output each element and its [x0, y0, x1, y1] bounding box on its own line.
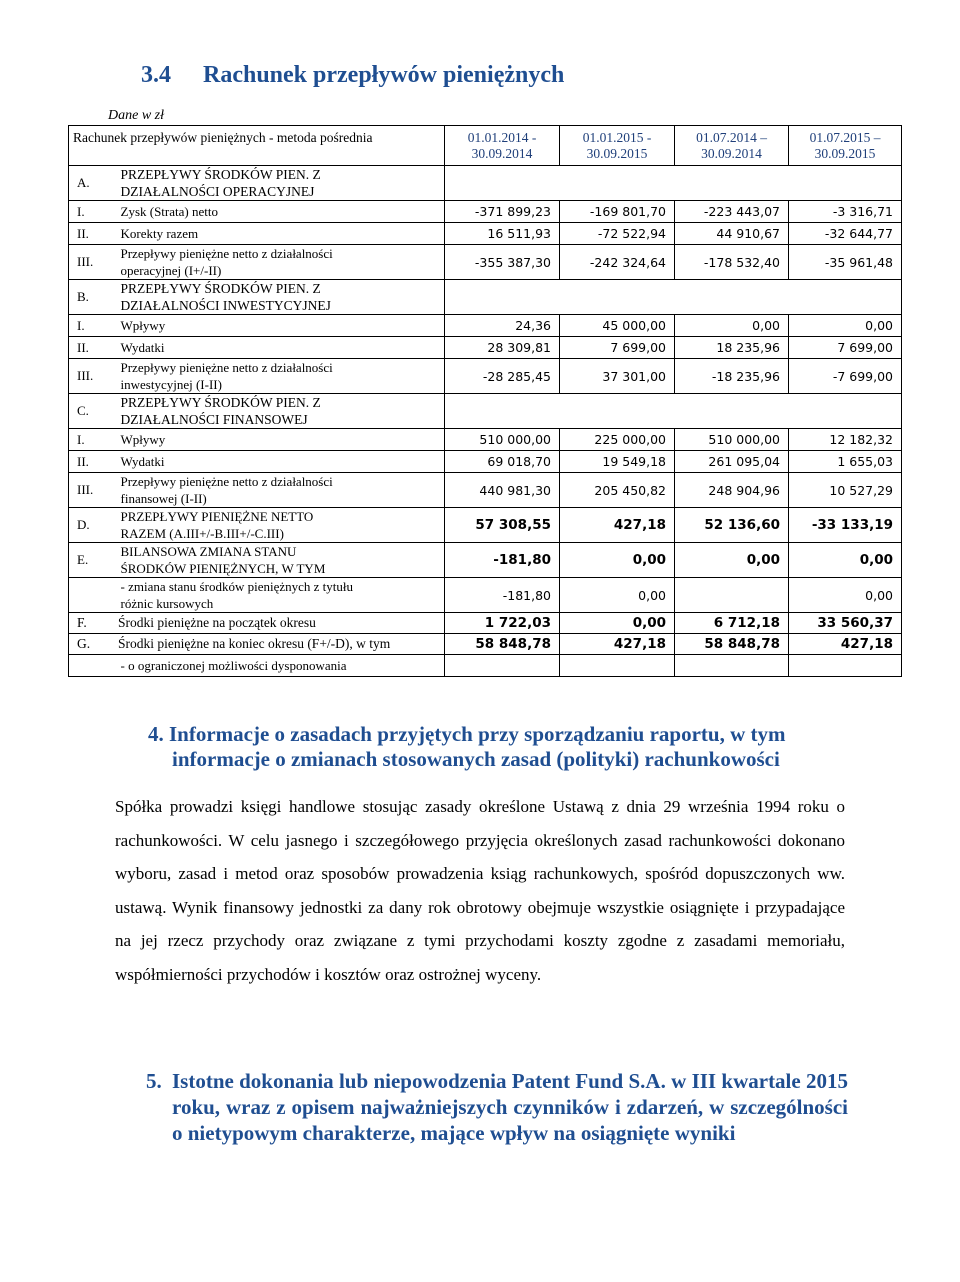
section-empty-cells: [445, 166, 902, 201]
row-code: I.: [69, 429, 117, 451]
period-header: 01.01.2014 - 30.09.2014: [445, 126, 560, 166]
section-5-title: Istotne dokonania lub niepowodzenia Patent Fund S.A. w III kwartale 2015 roku, wraz z opisem najważniejszych czynników i zdarzeń, w szczególności o nietypowym charakterze, mające wpływ na osiągnięte wyniki: [172, 1069, 848, 1145]
section-4-heading-line1: 4. Informacje o zasadach przyjętych przy sporządzaniu raportu, w tym: [148, 722, 786, 746]
row-code: E.: [69, 543, 117, 578]
row-code: I.: [69, 201, 117, 223]
cash-flow-table: [68, 125, 902, 677]
value-cell: -181,80: [445, 543, 560, 578]
row-label: [69, 613, 445, 634]
row-code: F.: [77, 615, 87, 630]
value-cell: 18 235,96: [675, 337, 789, 359]
period-header: 01.07.2014 – 30.09.2014: [675, 126, 789, 166]
table-header-row: [69, 126, 902, 166]
table-row: [69, 508, 902, 543]
value-cell: 58 848,78: [445, 634, 560, 655]
value-cell: 45 000,00: [560, 315, 675, 337]
value-cell: [675, 578, 789, 613]
value-cell: [445, 655, 560, 677]
section-4-heading-line2: informacje o zmianach stosowanych zasad (polityki) rachunkowości: [172, 747, 780, 771]
section-5-number: 5.: [146, 1069, 162, 1093]
value-cell: 0,00: [789, 543, 902, 578]
row-label: PRZEPŁYWY ŚRODKÓW PIEN. Z DZIAŁALNOŚCI OPERACYJNEJ: [117, 166, 445, 201]
row-code: [69, 578, 117, 613]
value-cell: 69 018,70: [445, 451, 560, 473]
section-4-heading: [148, 722, 786, 772]
value-cell: -35 961,48: [789, 245, 902, 280]
row-code: A.: [69, 166, 117, 201]
row-code: G.: [77, 636, 91, 651]
value-cell: -32 644,77: [789, 223, 902, 245]
value-cell: 427,18: [789, 634, 902, 655]
value-cell: 19 549,18: [560, 451, 675, 473]
section-4-paragraph: Spółka prowadzi księgi handlowe stosując zasady określone Ustawą z dnia 29 września 1994 roku o rachunkowości. W celu jasnego i szczegółowego przyjęcia określonych zasad rachunkowości dokonano wyboru, zasad i metod oraz sposobów prowadzenia ksiąg rachunkowych, spośród dopuszczonych ww. ustawą. Wynik finansowy jednostki za dany rok obrotowy obejmuje wszystkie osiągnięte i przypadające na jej rzecz przychody oraz związane z tymi przychodami koszty zgodne z zasadami memoriału, współmierności przychodów i kosztów oraz ostrożnej wyceny.: [115, 797, 845, 984]
value-cell: 44 910,67: [675, 223, 789, 245]
section-empty-cells: [445, 280, 902, 315]
value-cell: -371 899,23: [445, 201, 560, 223]
value-cell: 510 000,00: [675, 429, 789, 451]
value-cell: 0,00: [560, 578, 675, 613]
value-cell: 427,18: [560, 634, 675, 655]
value-cell: 225 000,00: [560, 429, 675, 451]
period-header: 01.07.2015 – 30.09.2015: [789, 126, 902, 166]
row-code: II.: [69, 223, 117, 245]
value-cell: 0,00: [675, 315, 789, 337]
value-cell: -18 235,96: [675, 359, 789, 394]
row-code: I.: [69, 315, 117, 337]
value-cell: -178 532,40: [675, 245, 789, 280]
row-label: BILANSOWA ZMIANA STANU ŚRODKÓW PIENIĘŻNYCH, W TYM: [117, 543, 445, 578]
table-title: Rachunek przepływów pieniężnych - metoda pośrednia: [69, 126, 445, 166]
value-cell: 7 699,00: [560, 337, 675, 359]
table-row: [69, 359, 902, 394]
row-label: PRZEPŁYWY ŚRODKÓW PIEN. Z DZIAŁALNOŚCI INWESTYCYJNEJ: [117, 280, 445, 315]
value-cell: 0,00: [560, 613, 675, 634]
row-label: [69, 634, 445, 655]
value-cell: -72 522,94: [560, 223, 675, 245]
value-cell: 28 309,81: [445, 337, 560, 359]
value-cell: 427,18: [560, 508, 675, 543]
row-code: B.: [69, 280, 117, 315]
value-cell: 1 655,03: [789, 451, 902, 473]
value-cell: 261 095,04: [675, 451, 789, 473]
value-cell: [560, 655, 675, 677]
value-cell: 33 560,37: [789, 613, 902, 634]
row-label: - zmiana stanu środków pieniężnych z tytułu różnic kursowych: [117, 578, 445, 613]
value-cell: 37 301,00: [560, 359, 675, 394]
value-cell: 12 182,32: [789, 429, 902, 451]
value-cell: [789, 655, 902, 677]
table-row: [69, 451, 902, 473]
value-cell: -28 285,45: [445, 359, 560, 394]
value-cell: -3 316,71: [789, 201, 902, 223]
value-cell: 248 904,96: [675, 473, 789, 508]
value-cell: -242 324,64: [560, 245, 675, 280]
row-label: Wpływy: [117, 315, 445, 337]
section-title: Rachunek przepływów pieniężnych: [203, 62, 565, 88]
row-code: II.: [69, 451, 117, 473]
row-label: PRZEPŁYWY PIENIĘŻNE NETTO RAZEM (A.III+/-B.III+/-C.III): [117, 508, 445, 543]
value-cell: 0,00: [789, 578, 902, 613]
section-5-heading: [146, 1068, 848, 1146]
row-label: PRZEPŁYWY ŚRODKÓW PIEN. Z DZIAŁALNOŚCI FINANSOWEJ: [117, 394, 445, 429]
value-cell: 58 848,78: [675, 634, 789, 655]
unit-note: Dane w zł: [108, 108, 164, 123]
table-row: [69, 655, 902, 677]
row-code: III.: [69, 359, 117, 394]
table-row: [69, 201, 902, 223]
row-label: Wpływy: [117, 429, 445, 451]
value-cell: -181,80: [445, 578, 560, 613]
row-label-text: Środki pieniężne na koniec okresu (F+/-D), w tym: [118, 636, 391, 651]
table-row: [69, 394, 902, 429]
table-row: [69, 473, 902, 508]
table-row: [69, 280, 902, 315]
row-label: Wydatki: [117, 451, 445, 473]
row-code: II.: [69, 337, 117, 359]
section-heading: [141, 62, 564, 89]
value-cell: -33 133,19: [789, 508, 902, 543]
value-cell: -169 801,70: [560, 201, 675, 223]
table-row: [69, 223, 902, 245]
table-row: [69, 245, 902, 280]
table-row: [69, 429, 902, 451]
row-label-text: Środki pieniężne na początek okresu: [118, 615, 316, 630]
row-label: Zysk (Strata) netto: [117, 201, 445, 223]
row-label: - o ograniczonej możliwości dysponowania: [117, 655, 445, 677]
row-code: [69, 655, 117, 677]
value-cell: -7 699,00: [789, 359, 902, 394]
table-row: [69, 613, 902, 634]
value-cell: 0,00: [560, 543, 675, 578]
row-label: Wydatki: [117, 337, 445, 359]
table-row: [69, 578, 902, 613]
section-empty-cells: [445, 394, 902, 429]
value-cell: -223 443,07: [675, 201, 789, 223]
value-cell: [675, 655, 789, 677]
table-row: [69, 337, 902, 359]
value-cell: 440 981,30: [445, 473, 560, 508]
table-row: [69, 634, 902, 655]
value-cell: 6 712,18: [675, 613, 789, 634]
period-header: 01.01.2015 - 30.09.2015: [560, 126, 675, 166]
row-code: D.: [69, 508, 117, 543]
table-row: [69, 166, 902, 201]
value-cell: 16 511,93: [445, 223, 560, 245]
value-cell: 0,00: [675, 543, 789, 578]
value-cell: 510 000,00: [445, 429, 560, 451]
table-row: [69, 315, 902, 337]
row-label: Przepływy pieniężne netto z działalności inwestycyjnej (I-II): [117, 359, 445, 394]
table-row: [69, 543, 902, 578]
section-number: 3.4: [141, 62, 171, 88]
value-cell: 57 308,55: [445, 508, 560, 543]
row-code: III.: [69, 245, 117, 280]
value-cell: 24,36: [445, 315, 560, 337]
row-code: C.: [69, 394, 117, 429]
row-code: III.: [69, 473, 117, 508]
value-cell: 1 722,03: [445, 613, 560, 634]
row-label: Korekty razem: [117, 223, 445, 245]
value-cell: 10 527,29: [789, 473, 902, 508]
row-label: Przepływy pieniężne netto z działalności operacyjnej (I+/-II): [117, 245, 445, 280]
value-cell: 0,00: [789, 315, 902, 337]
row-label: Przepływy pieniężne netto z działalności finansowej (I-II): [117, 473, 445, 508]
value-cell: 52 136,60: [675, 508, 789, 543]
value-cell: 205 450,82: [560, 473, 675, 508]
value-cell: -355 387,30: [445, 245, 560, 280]
value-cell: 7 699,00: [789, 337, 902, 359]
